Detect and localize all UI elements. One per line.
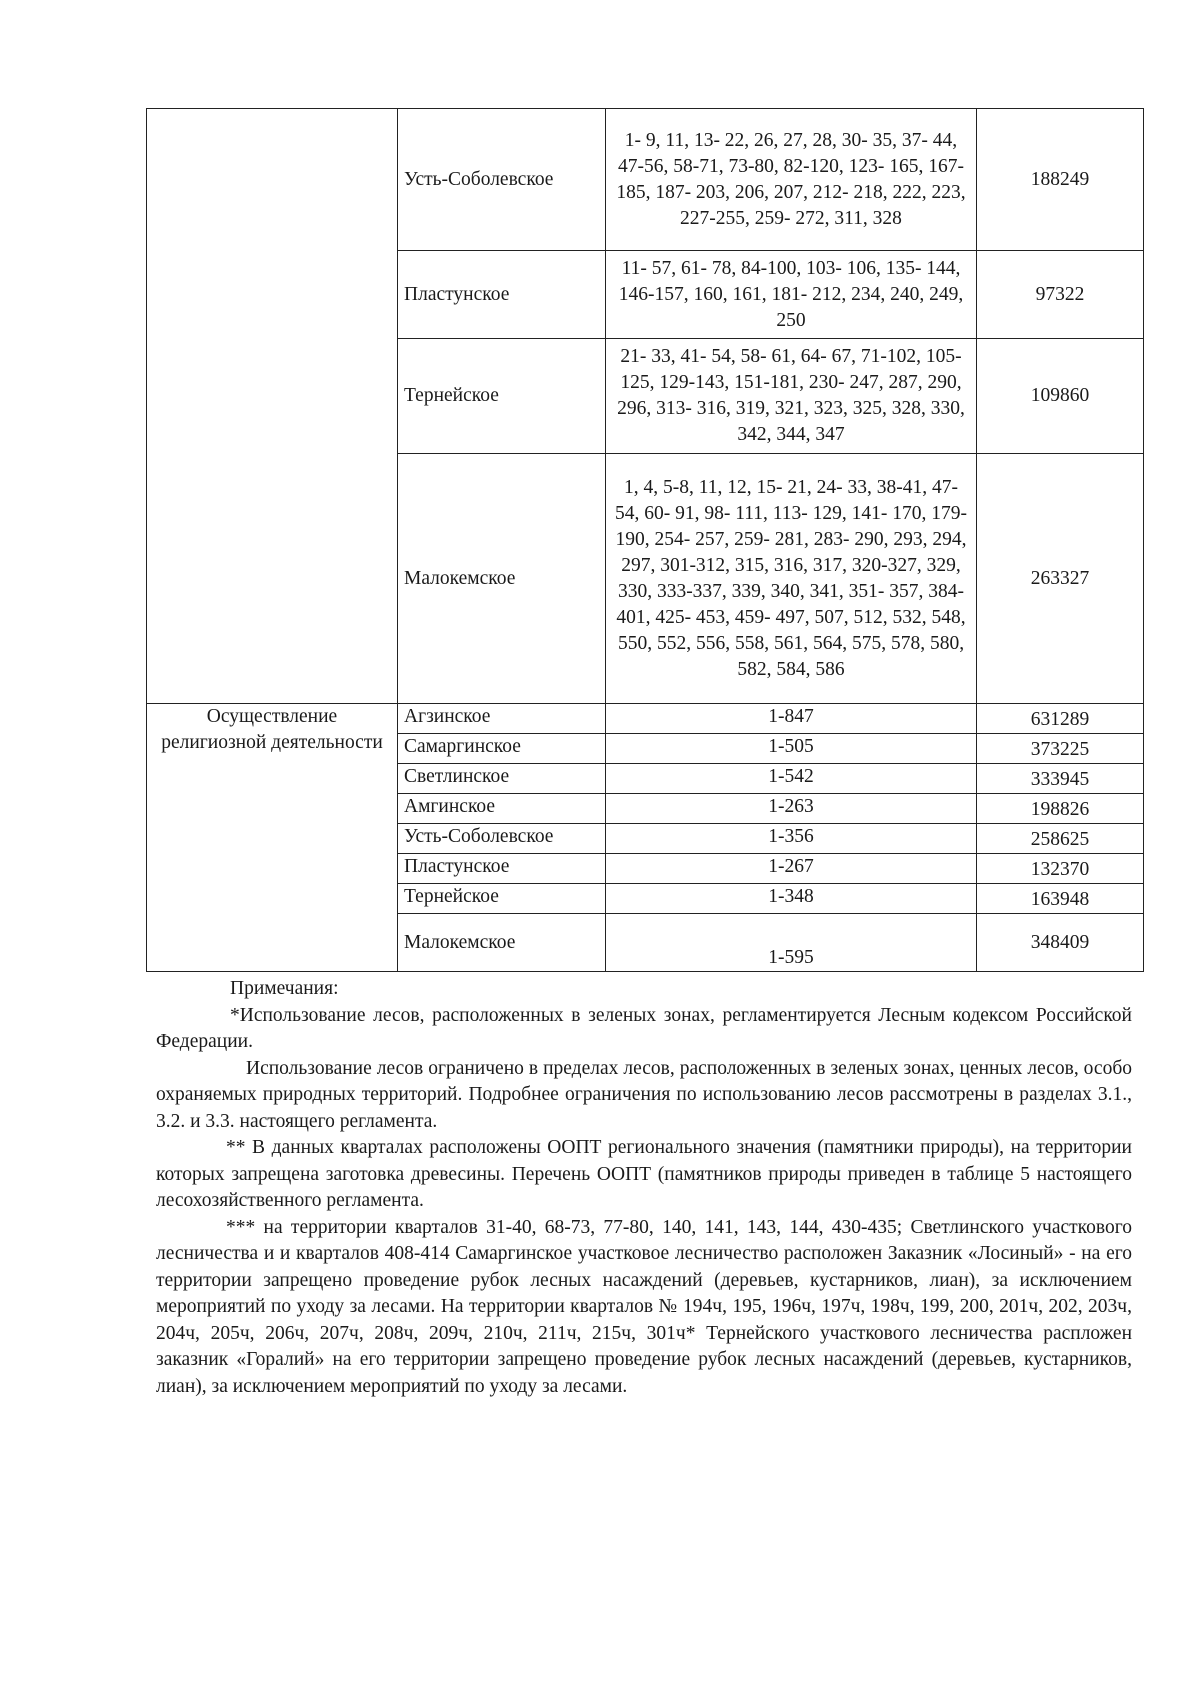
forestry-name: Усть-Соболевское [398, 824, 606, 854]
use-type-cell-empty [147, 109, 398, 704]
use-type-religious: Осуществление религиозной деятельности [147, 704, 398, 972]
forestry-name: Агзинское [398, 704, 606, 734]
area-value: 631289 [977, 704, 1144, 734]
quarter-range: 1-542 [606, 764, 977, 794]
quarter-range: 1-595 [606, 914, 977, 972]
quarter-range: 1-847 [606, 704, 977, 734]
area-value: 188249 [977, 109, 1144, 251]
area-value: 109860 [977, 339, 1144, 454]
quarter-range: 1-505 [606, 734, 977, 764]
notes-heading: Примечания: [230, 978, 339, 999]
notes-section [156, 976, 1132, 1400]
forestry-name: Малокемское [398, 454, 606, 704]
forestry-name: Самаргинское [398, 734, 606, 764]
quarter-list: 21- 33, 41- 54, 58- 61, 64- 67, 71-102, 105- 125, 129-143, 151-181, 230- 247, 287, 290, 296, 313- 316, 319, 321, 323, 325, 328, 330, 342, 344, 347 [606, 339, 977, 454]
note-paragraph: ** В данных кварталах расположены ООПТ регионального значения (памятники природы), на территории которых запрещена заготовка древесины. Перечень ООПТ (памятников природы приведен в таблице 5 настоящего лесохозяйственного регламента. [156, 1137, 1132, 1211]
quarter-range: 1-348 [606, 884, 977, 914]
area-value: 373225 [977, 734, 1144, 764]
quarter-list: 1- 9, 11, 13- 22, 26, 27, 28, 30- 35, 37- 44, 47-56, 58-71, 73-80, 82-120, 123- 165, 167-185, 187- 203, 206, 207, 212- 218, 222, 223, 227-255, 259- 272, 311, 328 [606, 109, 977, 251]
note-paragraph: Использование лесов ограничено в пределах лесов, расположенных в зеленых зонах, ценных лесов, особо охраняемых природных территорий. Подробнее ограничения по использованию лесов рассмотрены в разделах 3.1., 3.2. и 3.3. настоящего регламента. [156, 1057, 1132, 1132]
quarter-list: 1, 4, 5-8, 11, 12, 15- 21, 24- 33, 38-41, 47- 54, 60- 91, 98- 111, 113- 129, 141- 170, 179- 190, 254- 257, 259- 281, 283- 290, 293, 294, 297, 301-312, 315, 316, 317, 320-327, 329, 330, 333-337, 339, 340, 341, 351- 357, 384-401, 425- 453, 459- 497, 507, 512, 532, 548, 550, 552, 556, 558, 561, 564, 575, 578, 580, 582, 584, 586 [606, 454, 977, 704]
quarter-list: 11- 57, 61- 78, 84-100, 103- 106, 135- 144, 146-157, 160, 161, 181- 212, 234, 240, 249, 250 [606, 251, 977, 339]
area-value: 333945 [977, 764, 1144, 794]
area-value: 97322 [977, 251, 1144, 339]
area-value: 348409 [977, 914, 1144, 972]
table-row [147, 109, 1144, 251]
forestry-name: Пластунское [398, 854, 606, 884]
quarter-range: 1-356 [606, 824, 977, 854]
area-value: 198826 [977, 794, 1144, 824]
note-paragraph: *** на территории кварталов 31-40, 68-73, 77-80, 140, 141, 143, 144, 430-435; Светлинского участкового лесничества и и кварталов 408-414 Самаргинское участковое лесничество расположен Заказник «Лосиный» - на его территории запрещено проведение рубок лесных насаждений (деревьев, кустарников, лиан), за исключением мероприятий по уходу за лесами. На территории кварталов № 194ч, 195, 196ч, 197ч, 198ч, 199, 200, 201ч, 202, 203ч, 204ч, 205ч, 206ч, 207ч, 208ч, 209ч, 210ч, 211ч, 215ч, 301ч* Тернейского участкового лесничества распложен заказник «Горалий» на его территории запрещено проведение рубок лесных насаждений (деревьев, кустарников, лиан), за исключением мероприятий по уходу за лесами. [156, 1216, 1132, 1397]
area-value: 258625 [977, 824, 1144, 854]
forestry-name: Тернейское [398, 339, 606, 454]
quarter-range: 1-267 [606, 854, 977, 884]
forestry-name: Тернейское [398, 884, 606, 914]
area-value: 132370 [977, 854, 1144, 884]
table-row [147, 704, 1144, 734]
forestry-name: Пластунское [398, 251, 606, 339]
area-value: 163948 [977, 884, 1144, 914]
forestry-name: Светлинское [398, 764, 606, 794]
forestry-name: Малокемское [398, 914, 606, 972]
forestry-name: Усть-Соболевское [398, 109, 606, 251]
forest-use-table [146, 108, 1144, 972]
forestry-name: Амгинское [398, 794, 606, 824]
quarter-range: 1-263 [606, 794, 977, 824]
area-value: 263327 [977, 454, 1144, 704]
note-paragraph: *Использование лесов, расположенных в зеленых зонах, регламентируется Лесным кодексом Российской Федерации. [156, 1004, 1132, 1052]
